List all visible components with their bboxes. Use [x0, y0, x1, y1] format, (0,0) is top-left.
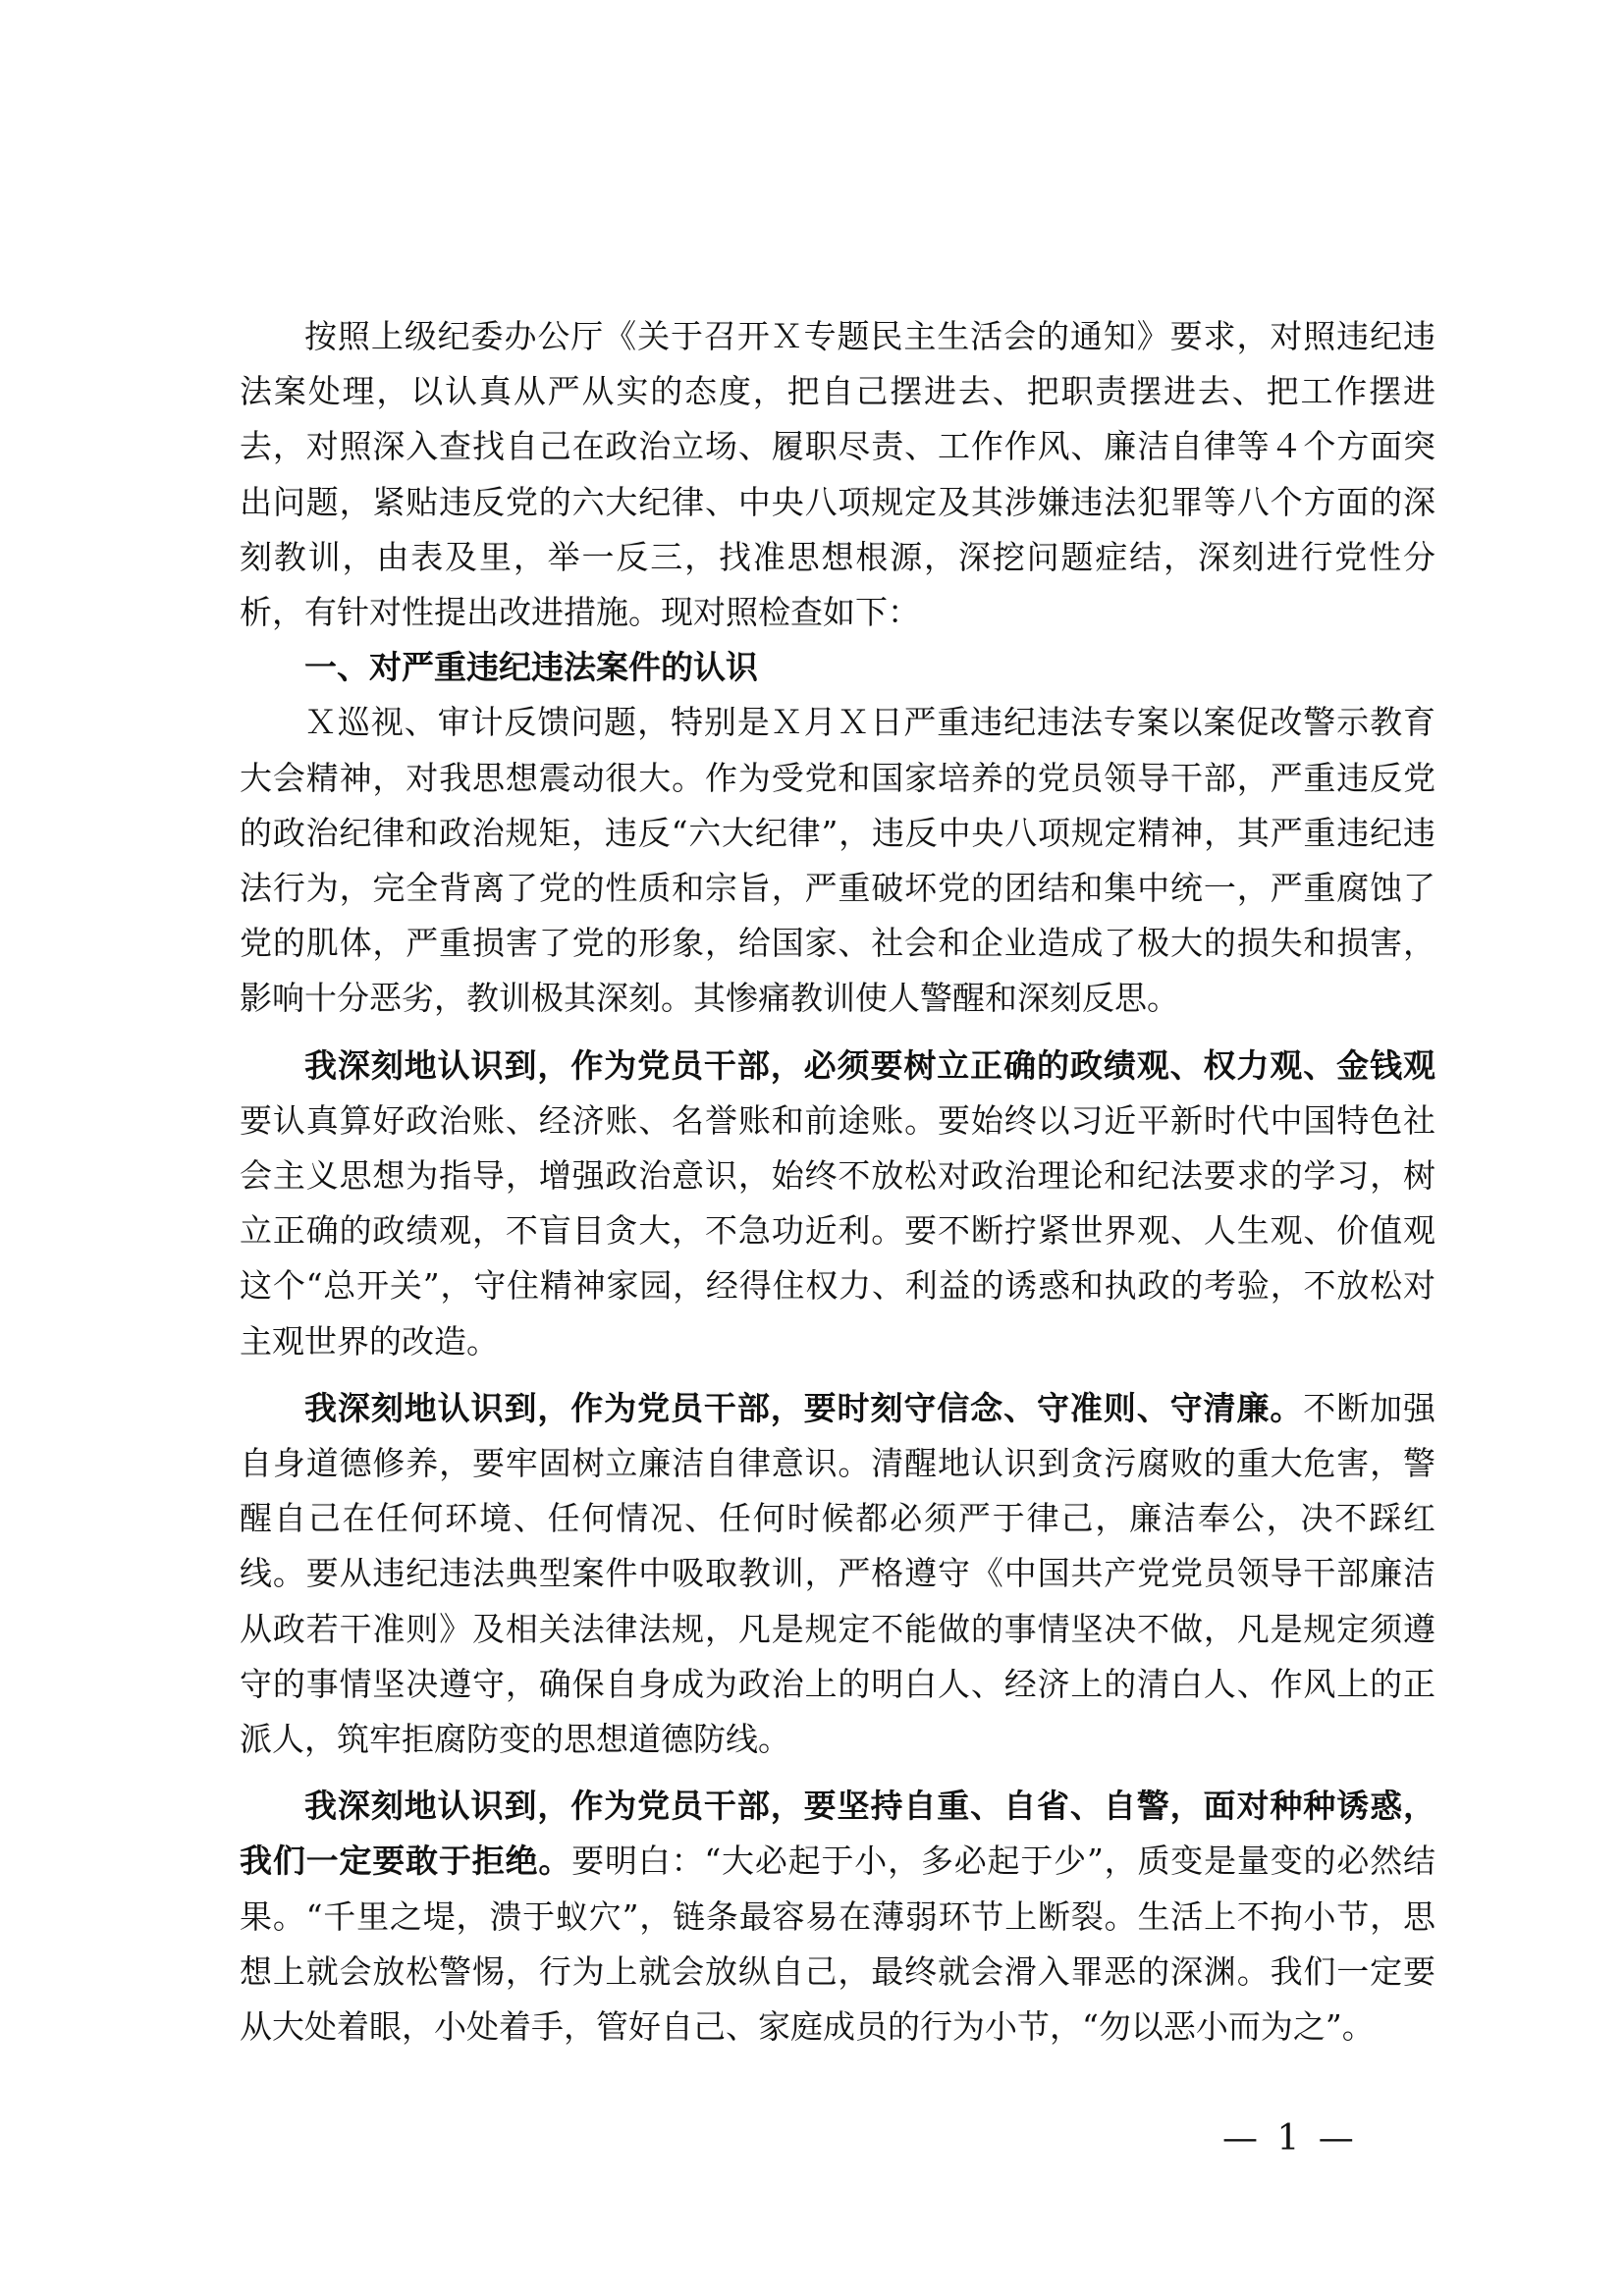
intro-paragraph: 按照上级纪委办公厅《关于召开Ｘ专题民主生活会的通知》要求，对照违纪违法案处理，以认真从严从实的态度，把自己摆进去、把职责摆进去、把工作摆进去，对照深入查找自己在政治立场、履职尽责、工作作风、廉洁自律等４个方面突出问题，紧贴违反党的六大纪律、中央八项规定及其涉嫌违法犯罪等八个方面的深刻教训，由表及里，举一反三，找准思想根源，深挖问题症结，深刻进行党性分析，有针对性提出改进措施。现对照检查如下： [240, 317, 1435, 632]
section1-paragraph: Ｘ巡视、审计反馈问题，特别是Ｘ月Ｘ日严重违纪违法专案以案促改警示教育大会精神，对我思想震动很大。作为受党和国家培养的党员领导干部，严重违反党的政治纪律和政治规矩，违反“六大纪律”，违反中央八项规定精神，其严重违纪违法行为，完全背离了党的性质和宗旨，严重破坏党的团结和集中统一，严重腐蚀了党的肌体，严重损害了党的形象，给国家、社会和企业造成了极大的损失和损害，影响十分恶劣，教训极其深刻。其惨痛教训使人警醒和深刻反思。 [240, 703, 1435, 1018]
point2-body: 不断加强自身道德修养，要牢固树立廉洁自律意识。清醒地认识到贪污腐败的重大危害，警醒自己在任何环境、任何情况、任何时候都必须严于律己，廉洁奉公，决不踩红线。要从违纪违法典型案件中吸取教训，严格遵守《中国共产党党员领导干部廉洁从政若干准则》及相关法律法规，凡是规定不能做的事情坚决不做，凡是规定须遵守的事情坚决遵守，确保自身成为政治上的明白人、经济上的清白人、作风上的正派人，筑牢拒腐防变的思想道德防线。 [240, 1388, 1436, 1759]
point3-body: 要明白：“大必起于小，多必起于少”，质变是量变的必然结果。“千里之堤，溃于蚁穴”，链条最容易在薄弱环节上断裂。生活上不拘小节，思想上就会放松警惕，行为上就会放纵自己，最终就会滑入罪恶的深渊。我们一定要从大处着眼，小处着手，管好自己、家庭成员的行为小节，“勿以恶小而为之”。 [240, 1842, 1435, 2047]
point3-paragraph [240, 1779, 1435, 2055]
section-heading-1: 一、对严重违纪违法案件的认识 [304, 648, 758, 687]
point1-body: 要认真算好政治账、经济账、名誉账和前途账。要始终以习近平新时代中国特色社会主义思想为指导，增强政治意识，始终不放松对政治理论和纪法要求的学习，树立正确的政绩观，不盲目贪大，不急功近利。要不断拧紧世界观、人生观、价值观这个“总开关”，守住精神家园，经得住权力、利益的诱惑和执政的考验，不放松对主观世界的改造。 [240, 1100, 1435, 1361]
point1-paragraph [240, 1039, 1435, 1369]
point3-bold-lead: 我深刻地认识到，作为党员干部，要坚持自重、自省、自警，面对种种诱惑，我们一定要敢于拒绝。 [240, 1787, 1435, 1881]
document-body [240, 309, 1435, 2055]
page-number: — 1 — [1222, 2118, 1358, 2159]
point2-bold-lead: 我深刻地认识到，作为党员干部，要时刻守信念、守准则、守清廉。 [304, 1388, 1304, 1427]
point1-bold-lead: 我深刻地认识到，作为党员干部，必须要树立正确的政绩观、权力观、金钱观 [304, 1045, 1435, 1085]
point2-paragraph [240, 1381, 1435, 1767]
